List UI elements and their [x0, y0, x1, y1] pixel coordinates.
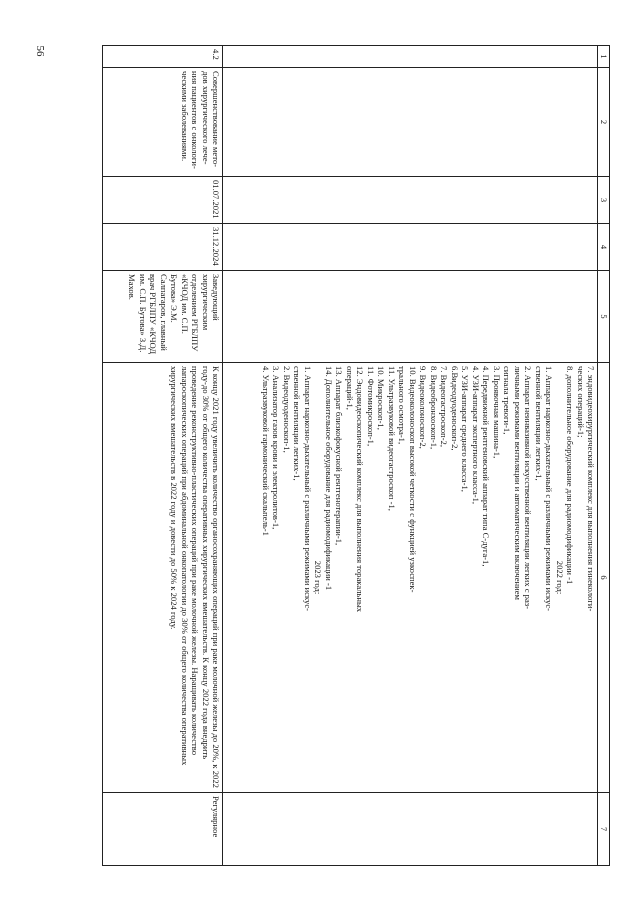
equipment-line: сигнала тревоги-1, [502, 366, 513, 435]
expected-result: К концу 2021 году увеличить количество органосохраняющих операций при раке молочной железы до 20%, к 2022 году-до 30% от общего количества оперативных хирургических вмешательств. К концу 2022 года внедрить проведение реконструктивно-пластических операций при раке молочной железы. Наращивать количество лапароскопических операций при абдоминальной онкопатологии до 30% от общего количества оперативных хирургических вмешательств в 2022 году и довести до 50% к 2024 году. [103, 363, 223, 793]
equipment-line: 7. эндовидеохирургический комплекс для выполнения гинекологи- [586, 366, 596, 612]
header-cell: 3 [598, 177, 610, 224]
header-cell: 6 [598, 363, 610, 793]
responsible-persons: Заведующий хирургическим отделением РГБЛПУ «КЧОД им. С.П. Бутова» Э.М. Салпагаров, главный врач РГБЛПУ «КЧОД им. С.П. Бутова» З.Д. Махов. [103, 271, 223, 363]
equipment-line: 2023 год: [313, 560, 324, 595]
end-date: 31.12.2024 [103, 224, 223, 271]
equipment-line: 4. УЗИ-аппарат экспертного класса-1, [470, 366, 481, 505]
table-row [103, 46, 223, 866]
equipment-line: трального осмотра-1, [397, 366, 408, 445]
equipment-line: 11. Ультразвуковой видеогастроскоп -1, [386, 366, 397, 511]
equipment-line: 3. Анализатор газов крови и электролитов-1, [271, 366, 282, 530]
empty-cell [223, 224, 598, 271]
equipment-line: 2. Аппарат неинвазивной искусственной вентиляции легких с раз- [523, 366, 534, 610]
equipment-line: ственной вентиляции легких-1, [533, 366, 544, 481]
equipment-line: 10. Видеоколоноскоп высокой четкости с функцией узкоспек- [407, 366, 418, 593]
periodicity: Регулярное [103, 793, 223, 866]
plan-table [102, 45, 610, 866]
equipment-line: 4. Ультразвуковой гармонический скальпель-1 [260, 366, 271, 536]
equipment-line: 3. Проявочная машина-1, [491, 366, 502, 459]
header-cell: 4 [598, 224, 610, 271]
equipment-line: 7. Видеогастроскоп-2, [439, 366, 450, 447]
equipment-line: 4. Передвижной рентгеновский аппарат типа С-дуга-1, [481, 366, 492, 567]
equipment-line: 1. Аппарат наркозно-дыхательный с различными режимами искус- [302, 366, 313, 612]
page-number: 56 [34, 45, 46, 57]
equipment-line: 1. Аппарат наркозно-дыхательный с различными режимами искус- [544, 366, 555, 612]
equipment-list-cell [223, 363, 598, 793]
empty-cell [223, 46, 598, 68]
table-row [223, 46, 598, 866]
equipment-line: 8. дополнительное оборудование для радиомодификации -1 [565, 366, 576, 585]
equipment-line: операций-1, [344, 366, 355, 410]
equipment-line: ческих операций-1; [575, 366, 586, 438]
equipment-line: 9. Видеоколоноскоп-2, [418, 366, 429, 449]
start-date: 01.07.2021 [103, 177, 223, 224]
equipment-line: 13. Аппарат близкофокусной рентгенотерапии-1, [334, 366, 345, 546]
equipment-line: ственной вентиляции легких-1, [292, 366, 303, 481]
rotated-page [55, 45, 610, 865]
equipment-line: личными режимами вентиляции и автоматическим включением [512, 366, 523, 600]
equipment-line: 10. Микроскоп-1, [376, 366, 387, 430]
measure-title: Совершенствование мето-дов хирургического лече-ния пациентов с онкологи-ческими заболеваниями. [103, 68, 223, 177]
table-header-row [598, 46, 610, 866]
equipment-line: 2022 год: [554, 560, 565, 595]
empty-cell [223, 68, 598, 177]
header-cell: 7 [598, 793, 610, 866]
header-cell: 5 [598, 271, 610, 363]
equipment-line: 2. Видеодуоденоскоп-1, [281, 366, 292, 453]
empty-cell [223, 793, 598, 866]
equipment-line: 5. УЗИ-аппарат среднего класса-1, [460, 366, 471, 492]
empty-cell [223, 271, 598, 363]
row-number: 4.2 [103, 46, 223, 68]
equipment-line: 8. Видеобронхоскоп-1, [428, 366, 439, 450]
equipment-line: 6.Видеодуоденоскоп-2, [449, 366, 460, 451]
equipment-line: 11. Фотомикроскоп-1, [365, 366, 376, 447]
header-cell: 2 [598, 68, 610, 177]
header-cell: 1 [598, 46, 610, 68]
empty-cell [223, 177, 598, 224]
equipment-line: 12. Эндовидеоскопический комплекс для выполнения торакальных [355, 366, 366, 613]
equipment-line: 14. Дополнительное оборудование для радиомодификации -1 [323, 366, 334, 591]
